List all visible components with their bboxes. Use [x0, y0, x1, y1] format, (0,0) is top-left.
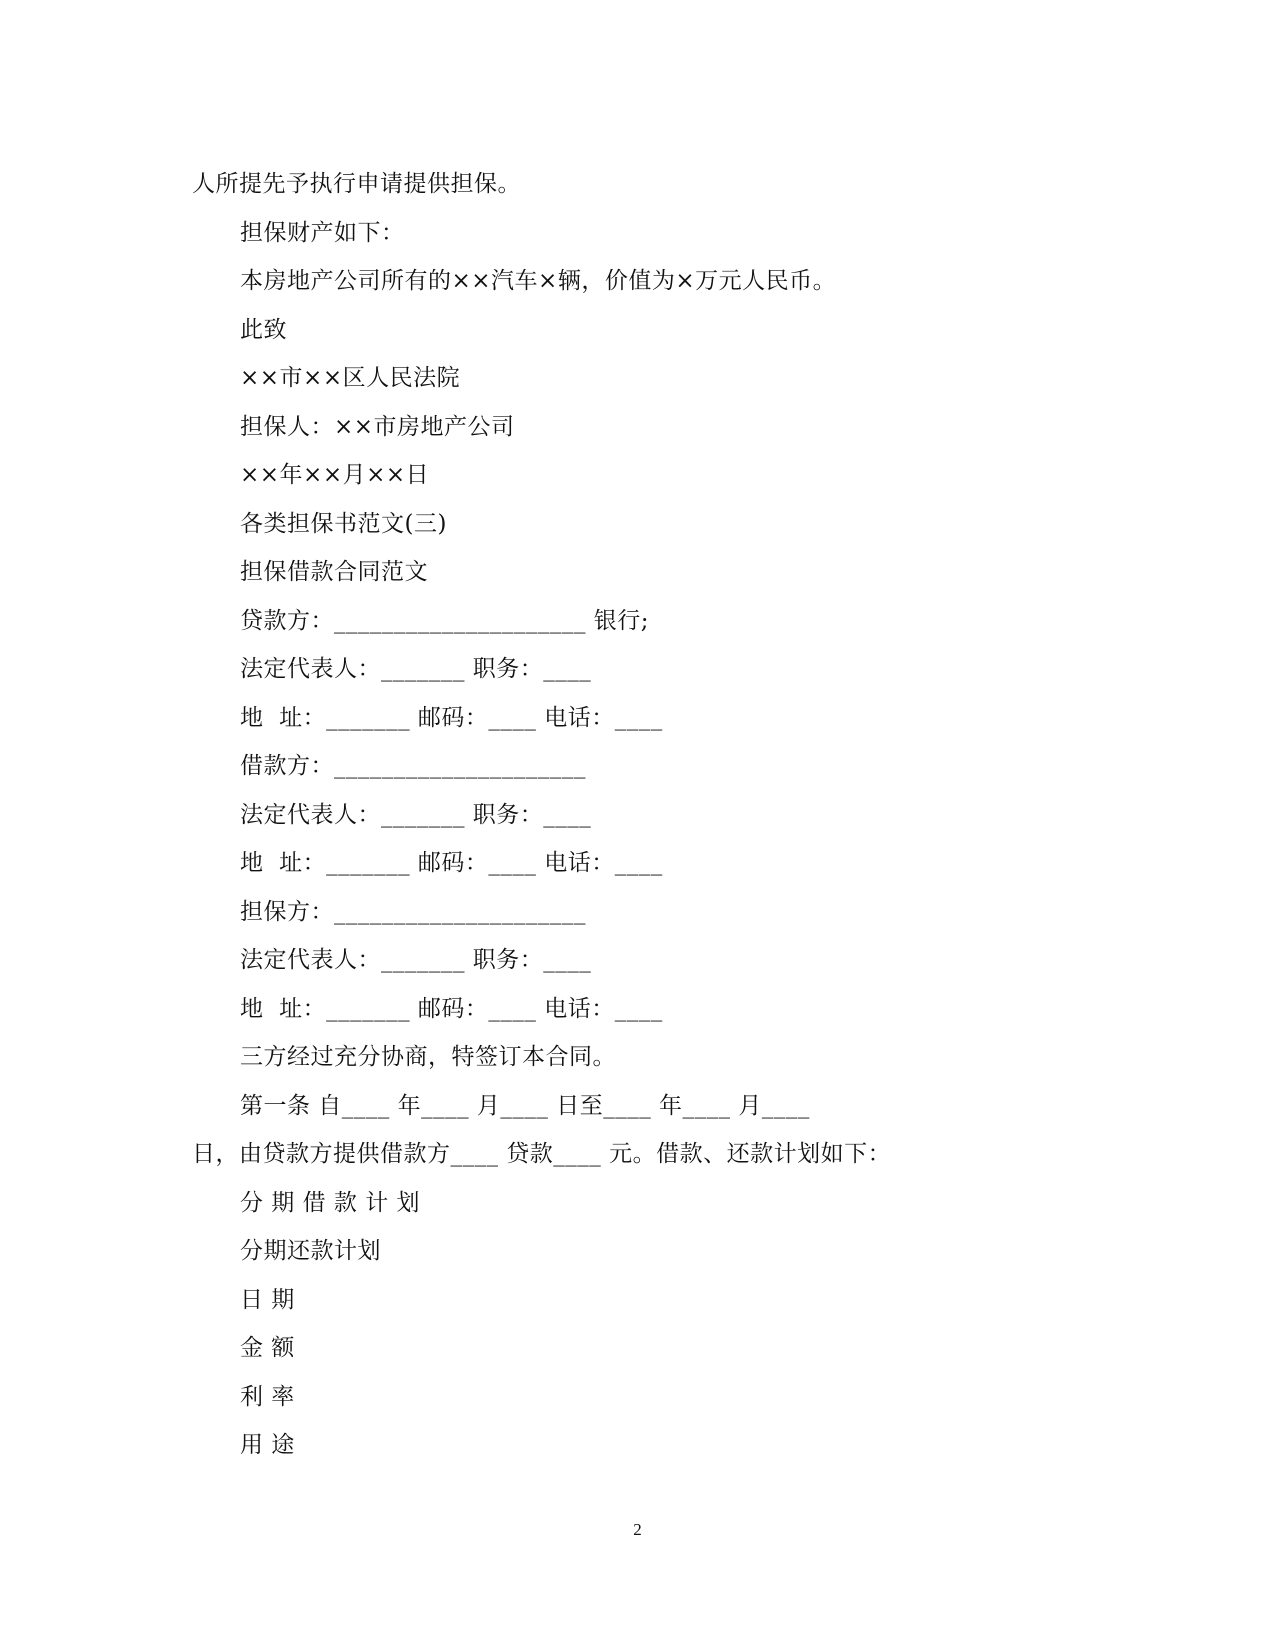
lender-representative-field: 法定代表人：_______ 职务：____: [240, 656, 592, 682]
borrower-address-field: 地 址：_______ 邮码：____ 电话：____: [240, 850, 663, 876]
paragraph-line: ××年××月××日: [240, 462, 430, 488]
paragraph-line: 此致: [240, 316, 287, 343]
article-one-continuation: 日，由贷款方提供借款方____ 贷款____ 元。借款、还款计划如下：: [192, 1141, 892, 1167]
guarantor-address-field: 地 址：_______ 邮码：____ 电话：____: [240, 995, 663, 1022]
plan-column-label: 利 率: [240, 1383, 295, 1410]
guarantor-field: 担保方：_____________________: [240, 898, 586, 925]
document-body: [192, 160, 1092, 1470]
paragraph-line: ××市××区人民法院: [240, 365, 461, 391]
section-heading: 担保借款合同范文: [240, 559, 428, 585]
paragraph-line: 担保财产如下：: [240, 219, 405, 246]
paragraph-line: 三方经过充分协商，特签订本合同。: [240, 1044, 616, 1070]
paragraph-line: 本房地产公司所有的××汽车×辆，价值为×万元人民币。: [240, 268, 837, 294]
lender-field: 贷款方：_____________________ 银行;: [240, 607, 650, 634]
plan-column-label: 用 途: [240, 1432, 295, 1458]
plan-column-label: 日 期: [240, 1286, 295, 1313]
plan-column-label: 金 额: [240, 1335, 295, 1361]
paragraph-line: 人所提先予执行申请提供担保。: [192, 171, 521, 197]
borrower-field: 借款方：_____________________: [240, 753, 586, 779]
plan-heading: 分 期 借 款 计 划: [240, 1189, 421, 1216]
plan-heading: 分期还款计划: [240, 1238, 381, 1264]
guarantor-representative-field: 法定代表人：_______ 职务：____: [240, 947, 592, 973]
lender-address-field: 地 址：_______ 邮码：____ 电话：____: [240, 704, 663, 731]
page-number: 2: [633, 1520, 642, 1539]
paragraph-line: 担保人：××市房地产公司: [240, 413, 515, 440]
borrower-representative-field: 法定代表人：_______ 职务：____: [240, 801, 592, 828]
article-one-line: 第一条 自____ 年____ 月____ 日至____ 年____ 月____: [240, 1092, 810, 1119]
section-heading: 各类担保书范文(三): [240, 510, 447, 537]
